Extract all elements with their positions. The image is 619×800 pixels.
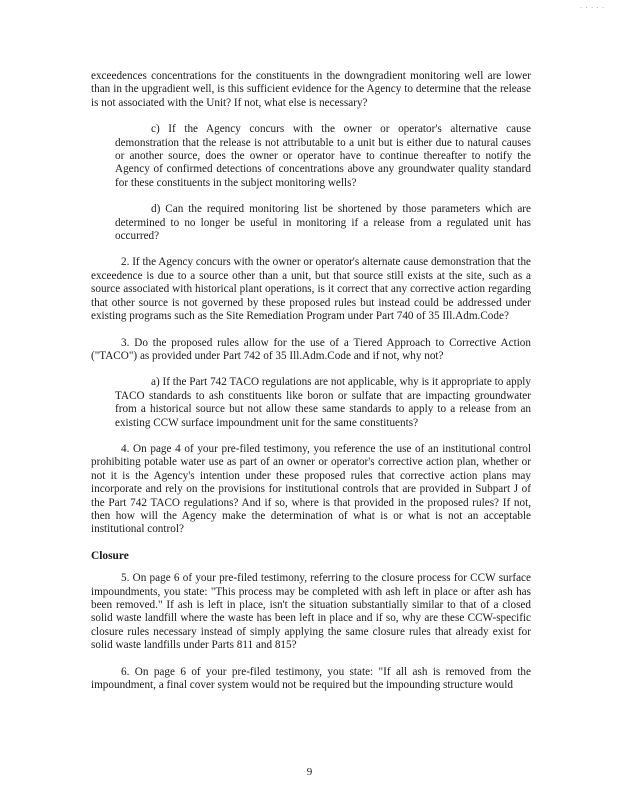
question-1c: c) If the Agency concurs with the owner or operator's alternative cause demonstration that the release is not attributable to a unit but is either due to natural causes or another source, does the owner or operator have to continue thereafter to notify the Agency of confirmed detections of concentrations above any groundwater quality standard for these constituents in the subject monitoring wells? — [115, 123, 531, 189]
page-number: 9 — [306, 766, 313, 778]
section-heading-closure: Closure — [91, 549, 129, 562]
header-mark: . . . . . — [580, 2, 605, 10]
document-body — [91, 70, 531, 705]
question-4: 4. On page 4 of your pre-filed testimony, you reference the use of an institutional control prohibiting potable water use as part of an owner or operator's corrective action plan, whether or not it is the Agency's intention under these proposed rules that corrective action plans may incorporate and rely on the provisions for institutional controls that are provided in Subpart J of the Part 742 TACO regulations? And if so, where is that provided in the proposed rules? If not, then how will the Agency make the determination of what is or what is not an acceptable institutional control? — [91, 442, 531, 536]
question-5: 5. On page 6 of your pre-filed testimony, referring to the closure process for CCW surface impoundments, you state: "This process may be completed with ash left in place or after ash has been removed." If ash is left in place, isn't the situation substantially similar to that of a closed solid waste landfill where the waste has been left in place and if so, why are these CCW-specific closure rules necessary instead of simply applying the same closure rules that already exist for solid waste landfills under Parts 811 and 815? — [91, 572, 531, 652]
question-6: 6. On page 6 of your pre-filed testimony, you state: "If all ash is removed from the impoundment, a final cover system would not be required but the impounding structure would — [91, 665, 531, 692]
paragraph-continuation: exceedences concentrations for the constituents in the downgradient monitoring well are lower than in the upgradient well, is this sufficient evidence for the Agency to determine that the release is not associated with the Unit? If not, what else is necessary? — [91, 70, 531, 109]
question-2: 2. If the Agency concurs with the owner or operator's alternate cause demonstration that the exceedence is due to a source other than a unit, but that source still exists at the site, such as a source associated with historical plant operations, is it correct that any corrective action regarding that other source is not governed by these proposed rules but instead could be addressed under existing programs such as the Site Remediation Program under Part 740 of 35 Ill.Adm.Code? — [91, 256, 531, 323]
question-3a: a) If the Part 742 TACO regulations are not applicable, why is it appropriate to apply TACO standards to ash constituents like boron or sulfate that are impacting groundwater from a historical source but not allow these same standards to apply to a release from an existing CCW surface impoundment unit for the same constituents? — [115, 376, 531, 429]
question-3: 3. Do the proposed rules allow for the use of a Tiered Approach to Corrective Action ("TACO") as provided under Part 742 of 35 Ill.Adm.Code and if not, why not? — [91, 336, 531, 362]
question-1d: d) Can the required monitoring list be shortened by those parameters which are determined to no longer be useful in monitoring if a release from a regulated unit has occurred? — [115, 203, 531, 243]
